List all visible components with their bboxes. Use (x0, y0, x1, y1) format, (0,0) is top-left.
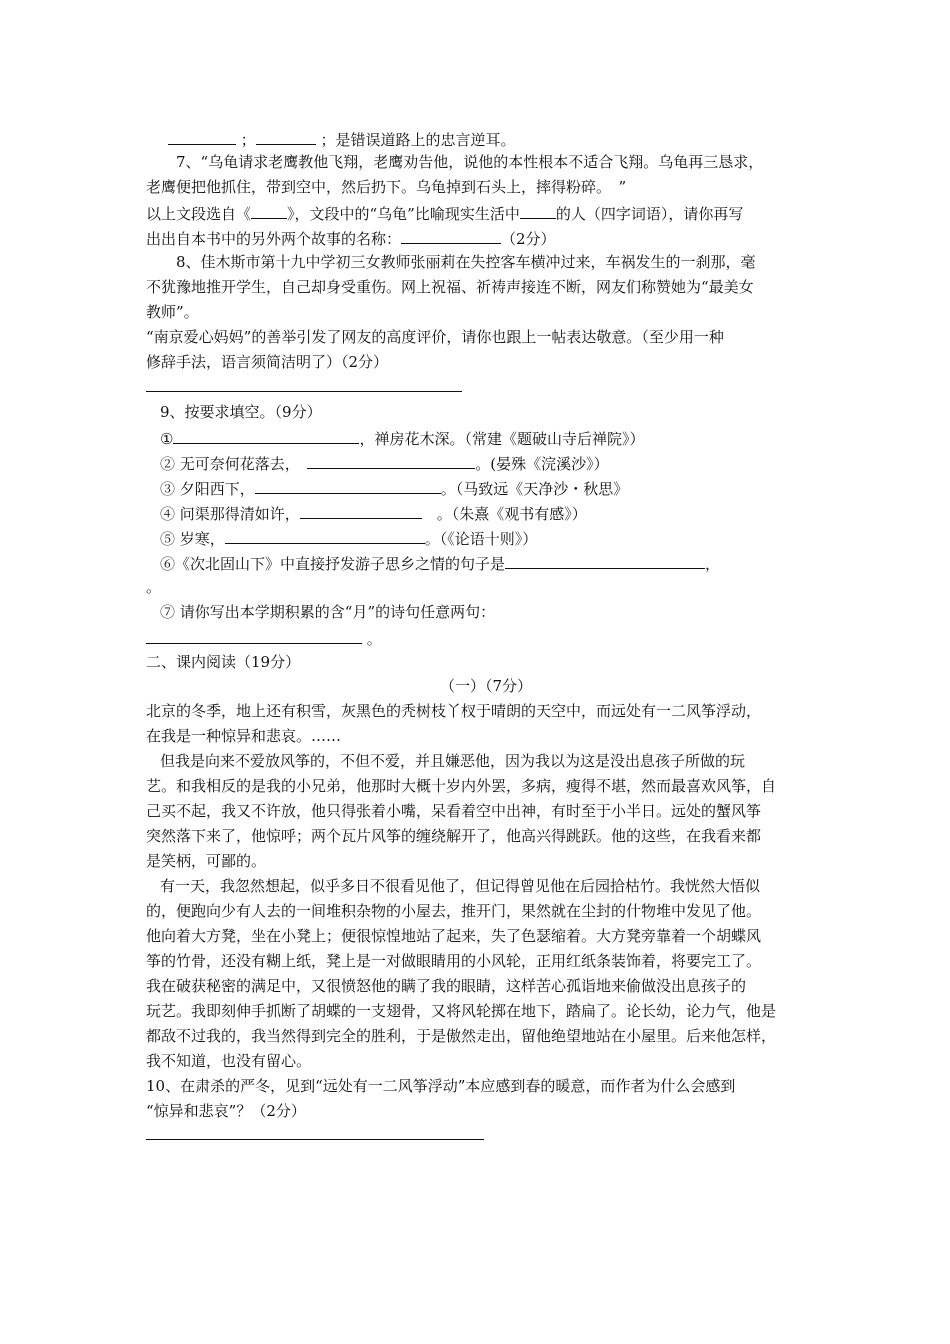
q8-line-5: 修辞手法，语言须简洁明了）（2分） (146, 353, 389, 371)
passage-line-6: 突然落下来了，他惊呼；两个瓦片风筝的缠绕解开了，他高兴得跳跃。他的这些，在我看来都 (146, 827, 762, 845)
q9-item-7: ⑦ 请你写出本学期积累的含“月”的诗句任意两句： (160, 603, 496, 621)
q7-line-2: 老鹰便把他抓住，带到空中，然后扔下。乌龟掉到石头上，摔得粉碎。 ” (146, 178, 627, 196)
passage-line-2: 在我是一种惊异和悲哀。…… (146, 727, 342, 745)
blank[interactable] (256, 128, 316, 145)
q7-line-3: 以上文段选自《 》，文段中的“乌龟”比喻现实生活中 的人（四字词语），请你再写 (146, 202, 826, 224)
blank[interactable] (146, 627, 362, 644)
q7-line-1: 7、“乌龟请求老鹰教他飞翔，老鹰劝告他，说他的本性根本不适合飞翔。乌龟再三恳求， (176, 153, 764, 171)
blank[interactable] (520, 202, 556, 219)
passage-line-12: 我在破获秘密的满足中，又很愤怒他的瞒了我的眼睛，这样苦心孤诣地来偷做没出息孩子的 (146, 977, 747, 995)
passage-line-4: 艺。和我相反的是我的小兄弟，他那时大概十岁内外罢，多病，瘦得不堪，然而最喜欢风筝，自 (146, 777, 777, 795)
q10-line-1: 10、在肃杀的严冬，见到“远处有一二风筝浮动”本应感到春的暖意，而作者为什么会感到 (146, 1077, 736, 1095)
passage-1-heading: （一）（7分） (439, 677, 533, 695)
q8-line-4: “南京爱心妈妈”的善举引发了网友的高度评价，请你也跟上一帖表达敬意。（至少用一种 (146, 328, 724, 346)
q8-line-1: 8、佳木斯市第十九中学初三女教师张丽莉在失控客车横冲过来，车祸发生的一刹那，毫 (176, 253, 756, 271)
q9-item-1: ① ，禅房花木深。（常建《题破山寺后禅院》） (160, 427, 840, 449)
blank[interactable] (168, 128, 236, 145)
passage-line-14: 都敌不过我的，我当然得到完全的胜利，于是傲然走出，留他绝望地站在小屋里。后来他怎样， (146, 1027, 777, 1045)
q8-line-2: 不犹豫地推开学生，自己却身受重伤。网上祝福、祈祷声接连不断，网友们称赞她为“最美女 (146, 278, 754, 296)
q9-item-3: ③ 夕阳西下， 。（马致远《天净沙・秋思》 (160, 477, 840, 499)
passage-line-1: 北京的冬季，地上还有积雪，灰黑色的秃树枝丫杈于晴朗的天空中，而远处有一二风筝浮动， (146, 702, 762, 720)
blank[interactable] (401, 227, 501, 244)
section-2-heading: 二、课内阅读（19分） (146, 653, 301, 671)
q6-tail-line: ； ；是错误道路上的忠言逆耳。 (168, 128, 848, 150)
passage-line-8: 有一天，我忽然想起，似乎多日不很看见他了，但记得曾见他在后园拾枯竹。我恍然大悟似 (160, 877, 761, 895)
blank[interactable] (225, 527, 425, 544)
passage-line-3: 但我是向来不爱放风筝的，不但不爱，并且嫌恶他，因为我以为这是没出息孩子所做的玩 (160, 752, 746, 770)
passage-line-5: 己买不起，我又不许放，他只得张着小嘴，呆看着空中出神，有时至于小半日。远处的蟹风筝 (146, 802, 762, 820)
answer-line[interactable] (146, 391, 462, 392)
passage-line-9: 的，便跑向少有人去的一间堆积杂物的小屋去，推开门，果然就在尘封的什物堆中发见了他。 (146, 902, 762, 920)
passage-line-13: 玩艺。我即刻伸手抓断了胡蝶的一支翅骨，又将风轮掷在地下，踏扁了。论长幼，论力气，他是 (146, 1002, 777, 1020)
blank[interactable] (307, 452, 475, 469)
q7-line-4: 出出自本书中的另外两个故事的名称： （2分） (146, 227, 826, 249)
passage-line-15: 我不知道，也没有留心。 (146, 1052, 312, 1070)
q9-item-6: ⑥《次北固山下》中直接抒发游子思乡之情的句子是 ， (160, 552, 840, 574)
blank[interactable] (300, 502, 422, 519)
q9-item-6-end: 。 (146, 578, 162, 596)
q9-item-5: ⑤ 岁寒， 。（《论语十则》） (160, 527, 840, 549)
passage-line-11: 筝的竹骨，还没有糊上纸，凳上是一对做眼睛用的小风轮，正用红纸条装饰着，将要完工了。 (146, 952, 762, 970)
q9-item-7-answer: 。 (146, 627, 826, 649)
blank[interactable] (505, 552, 705, 569)
q9-heading: 9、按要求填空。（9分） (160, 403, 322, 421)
q8-line-3: 教师”。 (146, 303, 199, 321)
blank[interactable] (173, 427, 359, 444)
q9-item-2: ② 无可奈何花落去， 。(晏殊《浣溪沙》） (160, 452, 840, 474)
blank[interactable] (255, 477, 441, 494)
blank[interactable] (251, 202, 287, 219)
q9-item-4: ④ 问渠那得清如许， 。（朱熹《观书有感》） (160, 502, 840, 524)
q10-line-2: “惊异和悲哀”？（2分） (146, 1102, 306, 1120)
passage-line-10: 他向着大方凳，坐在小凳上；便很惊惶地站了起来，失了色瑟缩着。大方凳旁靠着一个胡蝶风 (146, 927, 762, 945)
passage-line-7: 是笑柄，可鄙的。 (146, 852, 267, 870)
answer-line[interactable] (146, 1139, 484, 1140)
